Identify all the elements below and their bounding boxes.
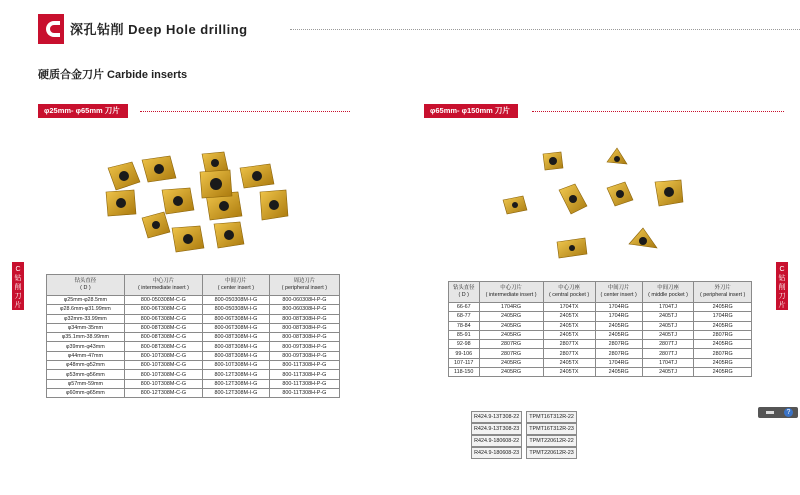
table-cell: 2405RG (694, 358, 752, 367)
right-tag-line (532, 111, 784, 112)
table-row (449, 303, 752, 312)
left-inserts-photo (90, 140, 300, 260)
reference-cell: R424.9-13T308-22 (471, 411, 522, 423)
table-cell: 1704RG (595, 303, 642, 312)
table-cell: φ39mm-φ43mm (47, 342, 125, 351)
table-cell: 2807RG (479, 349, 543, 358)
table-cell: 800-11T308H-P-G (269, 388, 339, 397)
left-size-tag: φ25mm- φ65mm 刀片 (38, 104, 128, 118)
column-header: 周边刀片 ( peripheral insert ) (269, 275, 339, 296)
table-cell: 2807RG (595, 340, 642, 349)
table-cell: 800-08T308H-P-G (269, 333, 339, 342)
table-row (47, 379, 340, 388)
column-header: 中心刀片 ( intermediate insert ) (124, 275, 202, 296)
side-tab-left-label: C 钻削刀片 (14, 266, 22, 309)
table-cell: 800-08T308M-I-G (202, 351, 269, 360)
table-cell: φ48mm-φ52mm (47, 361, 125, 370)
table-row (47, 361, 340, 370)
table-cell: 2807TJ (642, 349, 693, 358)
reference-cell: R424.9-13T308-23 (471, 423, 522, 435)
table-cell: φ60mm-φ65mm (47, 388, 125, 397)
table-cell: 800-08T308H-P-G (269, 314, 339, 323)
table-cell: 2405RG (479, 321, 543, 330)
left-table-header-row (47, 275, 340, 296)
table-row (449, 368, 752, 377)
table-cell: 800-10T308M-C-G (124, 379, 202, 388)
table-cell: 800-060308H-P-G (269, 296, 339, 305)
reference-table (467, 411, 581, 459)
table-cell: 800-10T308M-C-G (124, 361, 202, 370)
column-header: 钻头直径 ( D ) (47, 275, 125, 296)
column-header: 钻头直径 ( D ) (449, 282, 480, 303)
table-cell: φ35.1mm-38.99mm (47, 333, 125, 342)
table-cell: 2405RG (479, 368, 543, 377)
table-cell: 800-06T308M-I-G (202, 323, 269, 332)
side-tab-right[interactable] (776, 262, 788, 310)
page-title: 深孔钻削 Deep Hole drilling (70, 22, 248, 37)
column-header: 中间刀座 ( middle pocket ) (642, 282, 693, 303)
table-row (47, 388, 340, 397)
table-cell: 800-12T308M-I-G (202, 388, 269, 397)
right-insert-table (448, 281, 752, 377)
table-cell: 66-67 (449, 303, 480, 312)
table-cell: 2807RG (694, 349, 752, 358)
reference-row (471, 411, 577, 423)
table-cell: 800-11T308H-P-G (269, 370, 339, 379)
table-cell: 2405RG (694, 321, 752, 330)
table-row (47, 333, 340, 342)
table-cell: 118-150 (449, 368, 480, 377)
reference-cell: R424.9-180608-22 (471, 435, 522, 447)
table-cell: 2405RG (595, 368, 642, 377)
table-row (47, 314, 340, 323)
table-cell: 800-08T308M-C-G (124, 323, 202, 332)
section-title: 硬质合金刀片 Carbide inserts (38, 69, 188, 81)
side-tab-right-label: C 钻削刀片 (778, 266, 786, 309)
reference-row (471, 447, 577, 459)
right-table-header-row (449, 282, 752, 303)
table-cell: 800-08T308M-I-G (202, 342, 269, 351)
table-cell: 800-11T308H-P-G (269, 379, 339, 388)
table-cell: φ32mm-33.99mm (47, 314, 125, 323)
table-cell: 800-08T308H-P-G (269, 323, 339, 332)
reference-cell: TPMT16T312R-22 (526, 411, 577, 423)
table-cell: 2405RG (694, 303, 752, 312)
table-cell: 68-77 (449, 312, 480, 321)
table-row (47, 351, 340, 360)
reference-cell: TPMT220612R-22 (526, 435, 577, 447)
table-cell: 2405RG (479, 358, 543, 367)
table-row (449, 349, 752, 358)
table-cell: 2405RG (694, 368, 752, 377)
table-cell: 800-10T308M-I-G (202, 361, 269, 370)
table-cell: 2405TJ (642, 321, 693, 330)
table-cell: 2405TJ (642, 330, 693, 339)
table-cell: 2405RG (595, 321, 642, 330)
table-cell: 107-117 (449, 358, 480, 367)
table-cell: 2405TJ (642, 312, 693, 321)
reference-cell: R424.9-180608-23 (471, 447, 522, 459)
table-cell: 800-06T308M-I-G (202, 314, 269, 323)
table-cell: 800-10T308M-C-G (124, 370, 202, 379)
table-cell: 800-06T308M-C-G (124, 314, 202, 323)
table-cell: φ25mm-φ28.5mm (47, 296, 125, 305)
column-header: 中心刀片 ( intermediate insert ) (479, 282, 543, 303)
table-row (449, 312, 752, 321)
table-cell: 2807TX (543, 349, 595, 358)
table-cell: 1704RG (595, 358, 642, 367)
table-row (449, 358, 752, 367)
table-cell: 800-12T308M-I-G (202, 370, 269, 379)
table-cell: 800-06T308M-C-G (124, 305, 202, 314)
table-cell: 2405TX (543, 321, 595, 330)
table-row (47, 370, 340, 379)
column-header: 中间刀片 ( center insert ) (595, 282, 642, 303)
table-cell: 1704TX (543, 303, 595, 312)
table-cell: 2807RG (595, 349, 642, 358)
table-cell: 78-84 (449, 321, 480, 330)
table-cell: 800-08T308M-I-G (202, 333, 269, 342)
reference-cell: TPMT16T312R-23 (526, 423, 577, 435)
table-cell: 2807RG (479, 340, 543, 349)
table-row (47, 296, 340, 305)
table-cell: 2807TX (543, 340, 595, 349)
table-cell: 800-050308M-I-G (202, 305, 269, 314)
table-cell: 1704TJ (642, 358, 693, 367)
reference-row (471, 423, 577, 435)
table-cell: 800-10T308M-C-G (124, 351, 202, 360)
reference-row (471, 435, 577, 447)
table-cell: 2405TX (543, 330, 595, 339)
table-cell: 800-12T308M-C-G (124, 388, 202, 397)
table-cell: 1704RG (595, 312, 642, 321)
table-row (47, 323, 340, 332)
table-cell: 2405RG (694, 340, 752, 349)
column-header: 中心刀座 ( central pocket ) (543, 282, 595, 303)
table-row (449, 330, 752, 339)
table-cell: 2807TJ (642, 340, 693, 349)
header-divider (290, 29, 800, 30)
table-cell: 800-11T308H-P-G (269, 361, 339, 370)
table-cell: 1704RG (694, 312, 752, 321)
table-cell: 2405RG (479, 330, 543, 339)
table-cell: 800-060308H-P-G (269, 305, 339, 314)
table-cell: φ28.6mm-φ31.99mm (47, 305, 125, 314)
table-row (47, 342, 340, 351)
table-cell: 800-050308M-I-G (202, 296, 269, 305)
table-cell: 800-12T308M-I-G (202, 379, 269, 388)
left-insert-table (46, 274, 340, 398)
brand-logo (38, 14, 64, 44)
table-cell: 800-09T308H-P-G (269, 351, 339, 360)
table-cell: 1704TJ (642, 303, 693, 312)
table-cell: 2405RG (595, 330, 642, 339)
table-cell: 800-050308M-C-G (124, 296, 202, 305)
table-cell: φ44mm-47mm (47, 351, 125, 360)
table-cell: 2405TJ (642, 368, 693, 377)
reference-cell: TPMT220612R-23 (526, 447, 577, 459)
column-header: 外刀片 ( peripheral insert ) (694, 282, 752, 303)
table-cell: 92-98 (449, 340, 480, 349)
table-cell: 2807RG (694, 330, 752, 339)
column-header: 中间刀片 ( center insert ) (202, 275, 269, 296)
table-cell: 2405RG (479, 312, 543, 321)
right-inserts-photo (495, 140, 695, 265)
table-row (449, 321, 752, 330)
table-cell: 2405TX (543, 368, 595, 377)
table-row (449, 340, 752, 349)
table-row (47, 305, 340, 314)
table-cell: 1704RG (479, 303, 543, 312)
help-widget[interactable] (758, 407, 798, 418)
table-cell: 85-91 (449, 330, 480, 339)
table-cell: φ53mm-φ56mm (47, 370, 125, 379)
table-cell: φ57mm-59mm (47, 379, 125, 388)
table-cell: 800-08T308M-C-G (124, 333, 202, 342)
table-cell: 800-08T308M-C-G (124, 342, 202, 351)
table-cell: 99-106 (449, 349, 480, 358)
table-cell: φ34mm-35mm (47, 323, 125, 332)
table-cell: 2405TX (543, 312, 595, 321)
side-tab-left[interactable] (12, 262, 24, 310)
table-cell: 800-09T308H-P-G (269, 342, 339, 351)
right-size-tag: φ65mm- φ150mm 刀片 (424, 104, 518, 118)
left-tag-line (140, 111, 350, 112)
table-cell: 2405TX (543, 358, 595, 367)
